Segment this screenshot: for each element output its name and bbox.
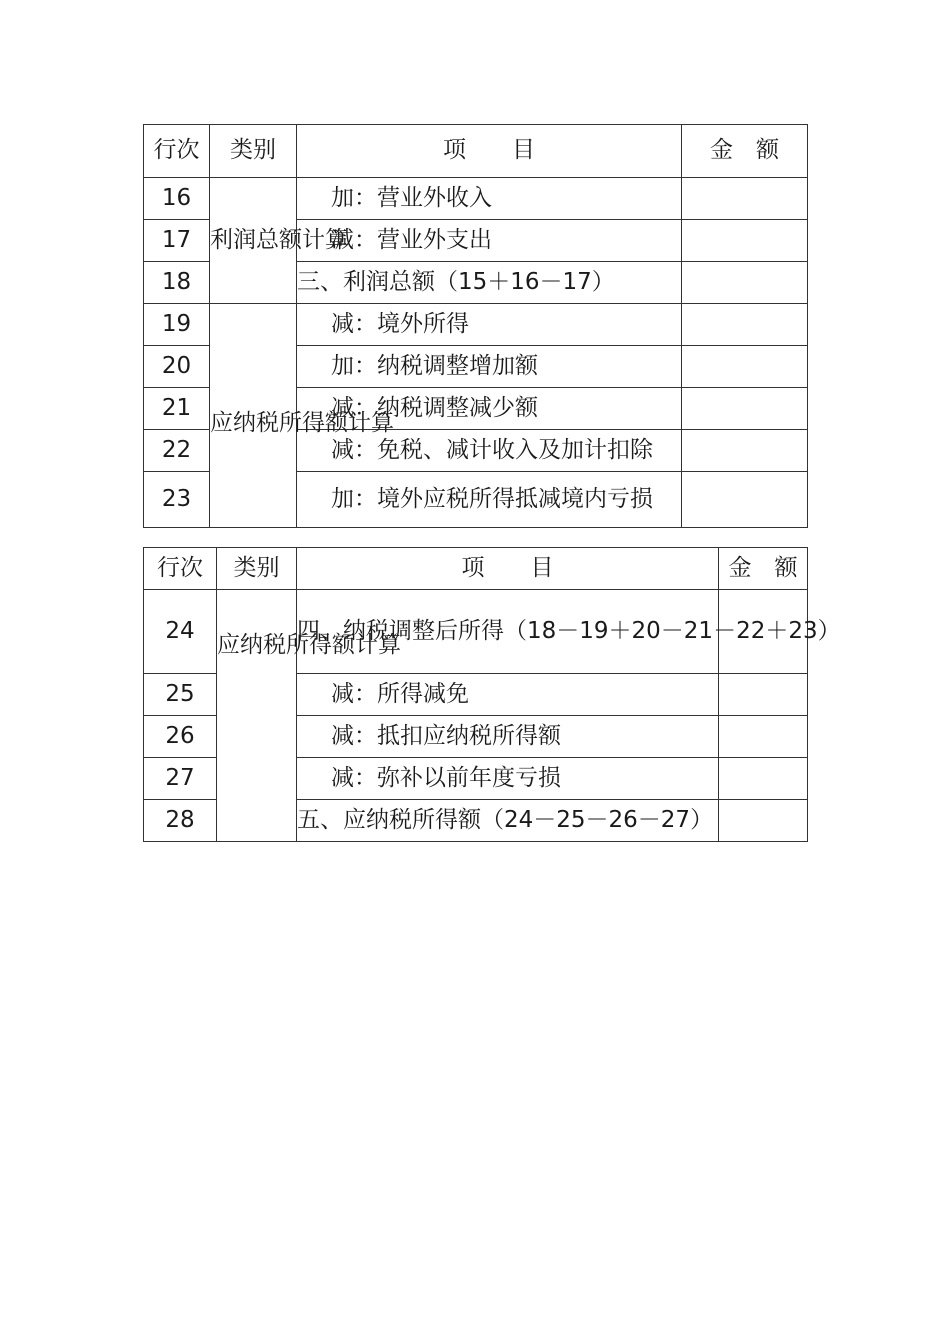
item-cell: 减：所得减免 [297, 674, 719, 716]
income-calc-table-1 [143, 124, 808, 528]
amount-cell[interactable] [682, 220, 808, 262]
item-cell: 加：境外应税所得抵减境内亏损 [297, 472, 682, 528]
amount-cell[interactable] [719, 758, 808, 800]
table-row [144, 304, 808, 346]
amount-cell[interactable] [682, 262, 808, 304]
row-number: 24 [144, 590, 217, 674]
row-number: 18 [144, 262, 210, 304]
row-number: 19 [144, 304, 210, 346]
row-number: 22 [144, 430, 210, 472]
header-amount: 金 额 [682, 125, 808, 178]
amount-cell[interactable] [682, 346, 808, 388]
item-cell: 三、利润总额（15＋16－17） [297, 262, 682, 304]
amount-cell[interactable] [682, 178, 808, 220]
header-row-no: 行次 [144, 125, 210, 178]
category-cell: 应纳税所得额计算 [217, 590, 297, 842]
amount-cell[interactable] [682, 388, 808, 430]
income-calc-table-2 [143, 547, 841, 842]
category-cell: 利润总额计算 [210, 178, 297, 304]
header-item: 项 目 [297, 548, 719, 590]
amount-cell[interactable] [719, 800, 808, 842]
table-row [144, 590, 808, 674]
item-cell: 加：营业外收入 [297, 178, 682, 220]
header-amount: 金 额 [719, 548, 808, 590]
row-number: 17 [144, 220, 210, 262]
header-category: 类别 [217, 548, 297, 590]
row-number: 23 [144, 472, 210, 528]
item-cell: 加：纳税调整增加额 [297, 346, 682, 388]
row-number: 26 [144, 716, 217, 758]
amount-cell[interactable] [719, 716, 808, 758]
category-cell: 应纳税所得额计算 [210, 304, 297, 528]
item-cell: 减：营业外支出 [297, 220, 682, 262]
item-cell: 四、纳税调整后所得（18－19＋20－21－22＋23） [297, 590, 719, 674]
header-row-no: 行次 [144, 548, 217, 590]
amount-cell[interactable] [719, 674, 808, 716]
row-number: 25 [144, 674, 217, 716]
amount-cell[interactable] [682, 304, 808, 346]
amount-cell[interactable] [682, 472, 808, 528]
item-cell: 减：抵扣应纳税所得额 [297, 716, 719, 758]
header-item: 项 目 [297, 125, 682, 178]
row-number: 28 [144, 800, 217, 842]
row-number: 20 [144, 346, 210, 388]
row-number: 21 [144, 388, 210, 430]
table-row [144, 178, 808, 220]
header-category: 类别 [210, 125, 297, 178]
table-header-row [144, 548, 808, 590]
item-cell: 减：境外所得 [297, 304, 682, 346]
row-number: 27 [144, 758, 217, 800]
item-cell: 减：纳税调整减少额 [297, 388, 682, 430]
item-cell: 五、应纳税所得额（24－25－26－27） [297, 800, 719, 842]
item-cell: 减：免税、减计收入及加计扣除 [297, 430, 682, 472]
row-number: 16 [144, 178, 210, 220]
amount-cell[interactable] [682, 430, 808, 472]
table-header-row [144, 125, 808, 178]
item-cell: 减：弥补以前年度亏损 [297, 758, 719, 800]
